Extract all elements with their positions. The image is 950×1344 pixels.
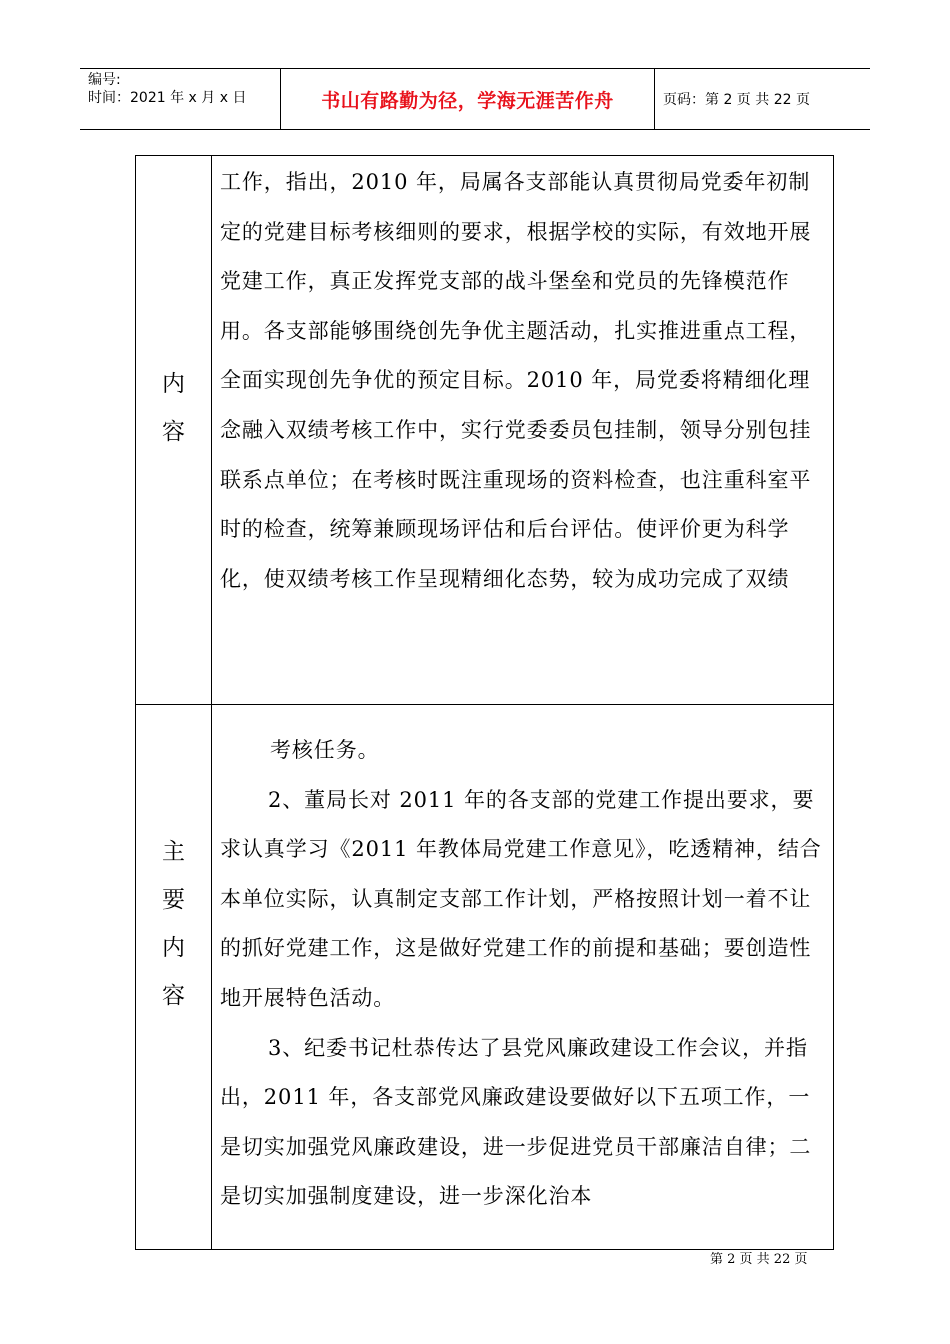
header-page-cell xyxy=(654,69,870,129)
column-divider xyxy=(211,156,212,1249)
header-meta xyxy=(80,69,280,129)
row2-label xyxy=(136,828,211,1020)
row2-label-char: 内 xyxy=(162,935,185,961)
row1-content xyxy=(220,158,826,604)
row1-text: 工作，指出，2010 年，局属各支部能认真贯彻局党委年初制定的党建目标考核细则的要求，根据学校的实际，有效地开展党建工作，真正发挥党支部的战斗堡垒和党员的先锋模范作用。各支部能够围绕创先争优主题活动，扎实推进重点工程，全面实现创先争优的预定目标。2010 年，局党委将精细化理念融入双绩考核工作中，实行党委委员包挂制，领导分别包挂联系点单位；在考核时既注重现场的资料检查，也注重科室平时的检查，统筹兼顾现场评估和后台评估。使评价更为科学化，使双绩考核工作呈现精细化态势，较为成功完成了双绩 xyxy=(220,170,812,591)
row2-content xyxy=(220,726,826,1222)
row2-paragraph-2: 2、董局长对 2011 年的各支部的党建工作提出要求，要求认真学习《2011 年教体局党建工作意见》，吃透精神，结合本单位实际，认真制定支部工作计划，严格按照计划一着不让的抓好党建工作，这是做好党建工作的前提和基础；要创造性地开展特色活动。 xyxy=(220,787,822,1010)
row2-paragraph-3: 3、纪委书记杜恭传达了县党风廉政建设工作会议，并指出，2011 年，各支部党风廉政建设要做好以下五项工作，一是切实加强党风廉政建设，进一步促进党员干部廉洁自律；二是切实加强制度建设，进一步深化治本 xyxy=(220,1035,812,1209)
row2-paragraph-1: 考核任务。 xyxy=(270,738,380,762)
motto: 书山有路勤为径，学海无涯苦作舟 xyxy=(321,89,614,112)
row1-label-char: 容 xyxy=(162,419,185,445)
page-label: 页码：第 2 页 共 22 页 xyxy=(663,92,810,108)
row2-label-char: 主 xyxy=(162,839,185,865)
content-table xyxy=(135,155,834,1250)
row2-label-char: 容 xyxy=(162,983,185,1009)
row1-label-char: 内 xyxy=(162,371,185,397)
number-label: 编号: xyxy=(88,72,121,88)
time-label: 时间：2021 年 x 月 x 日 xyxy=(88,90,247,106)
header-motto-cell xyxy=(280,69,655,129)
page-header xyxy=(80,68,870,130)
row2-label-char: 要 xyxy=(162,887,185,913)
row1-label xyxy=(136,360,211,456)
page-footer: 第 2 页 共 22 页 xyxy=(710,1252,808,1267)
row-divider xyxy=(136,704,833,705)
